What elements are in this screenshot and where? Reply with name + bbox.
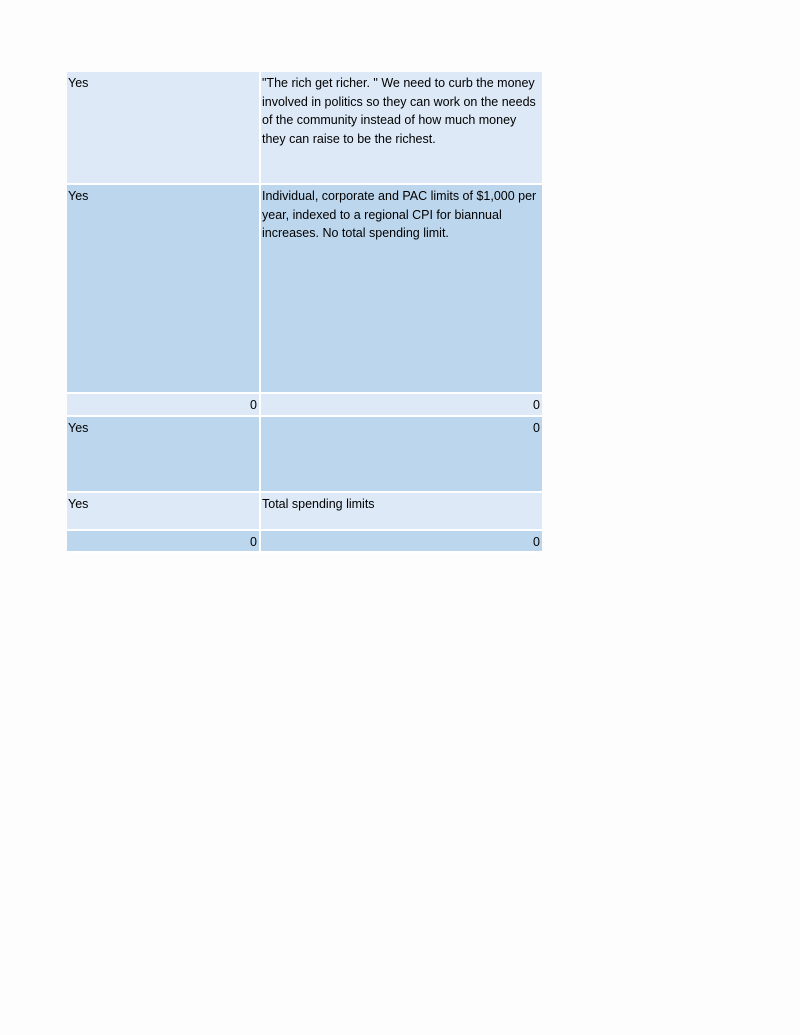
cell-answer: Yes	[67, 72, 260, 184]
cell-comment-value: 0	[260, 416, 542, 492]
table-row	[67, 393, 542, 416]
table-row	[67, 530, 542, 553]
cell-answer-value: 0	[67, 530, 260, 553]
table-row	[67, 72, 542, 184]
cell-answer: Yes	[67, 416, 260, 492]
table-row	[67, 184, 542, 393]
table-row	[67, 492, 542, 530]
cell-comment-value: 0	[260, 393, 542, 416]
cell-comment: Total spending limits	[260, 492, 542, 530]
cell-answer: Yes	[67, 184, 260, 393]
response-table	[67, 72, 542, 553]
cell-comment-value: 0	[260, 530, 542, 553]
cell-comment: Individual, corporate and PAC limits of $1,000 per year, indexed to a regional CPI for biannual increases. No total spending limit.	[260, 184, 542, 393]
table-row	[67, 416, 542, 492]
cell-answer-value: 0	[67, 393, 260, 416]
cell-answer: Yes	[67, 492, 260, 530]
cell-comment: "The rich get richer. " We need to curb the money involved in politics so they can work on the needs of the community instead of how much money they can raise to be the richest.	[260, 72, 542, 184]
